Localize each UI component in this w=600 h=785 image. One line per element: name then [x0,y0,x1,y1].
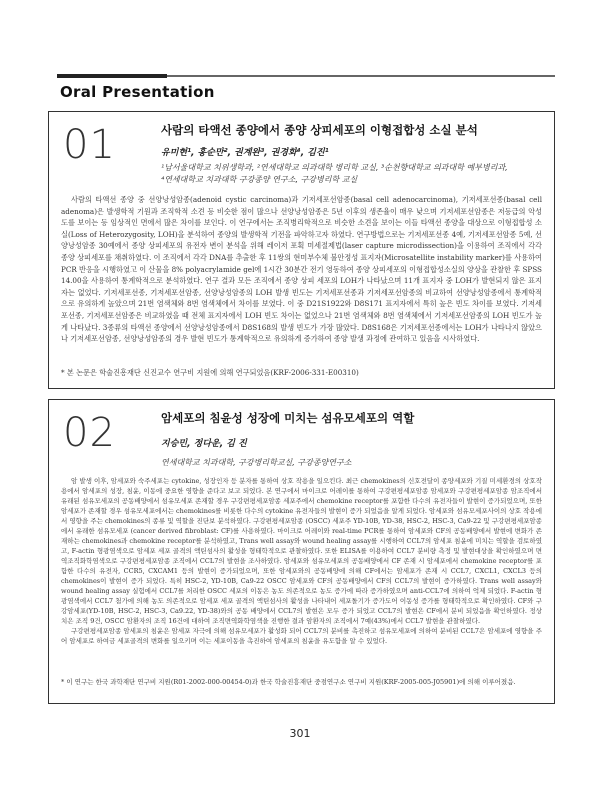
paper-title: 사람의 타액선 종양에서 종양 상피세포의 이형접합성 소실 분석 [161,123,478,137]
paper-footnote: * 이 연구는 한국 과학재단 연구비 지원(R01-2002-000-00454-0)과 한국 학술진흥재단 중점연구소 연구비 지원(KRF-2005-005-J05901)에 의해 이루어졌음. [61,678,516,686]
paper-abstract [61,476,542,646]
abstract-box-02 [48,399,555,704]
abstract-paragraph: 암 발생 이후, 암세포와 숙주세포는 cytokine, 성장인자 등 분자를 통하여 상호 작용을 일으킨다. 최근 chemokines의 신호전달이 종양세포와 기질 미세환경의 상호작용에서 암세포의 성장, 침윤, 이동에 중요한 영향을 준다고 보고 되었다. 본 연구에서 마이크로 어레이를 통하여 구강편평세포암종 암세포와 구강편평세포암종 암조직에서 유래된 섬유모세포의 공동배양에서 섬유모세포 존재할 경우 구강편평세포암종 세포주에서 chemokine receptor를 포함한 다수의 유전자들이 발현이 증가되었으며, 또한 암세포가 존재할 경우 섬유모세포에서는 chemokines를 비롯한 다수의 cytokine 유전자들의 발현이 증가 되었음을 알게 되었다. 암세포와 섬유모세포사이의 상호 작용에서 영향을 주는 chemokines의 종류 및 역할을 진단보 분석하였다. 구강편평세포암종 (OSCC) 세포주 YD-10B, YD-38, HSC-2, HSC-3, Ca9-22 및 구강편평세포암종에서 유래한 섬유모세포 (cancer derived fibroblast: CF)를 사용하였다. 마이크로 어레이와 real-time PCR를 통하여 암세포와 CF의 공동배양에서 발현에 변화가 존재하는 chemokines과 chemokine receptor를 분석하였고, Trans well assay와 wound healing assay를 시행하여 CCL7의 암세포 침윤에 미치는 역할을 검토하였고, F-actin 형광염색으로 암세포 세포 골격의 액틴섬사의 활성을 형태학적으로 관찰하였다. 또한 ELISA를 이용하여 CCL7 분비량 측정 및 발현대상을 확인하였으며 면역조직화학염색으로 구강편평세포암종 조직에서 CCL7의 발현을 조사하였다. 암세포와 섬유모세포의 공동배양에서 CF 존재 시 암세포에서 chemokine receptor를 포함한 다수의 유전자, CCR5, CXCAM1 등의 발현이 증가되었으며, 또한 암세포와의 공동배양에 의해 CF에서는 암세포가 존재 시 CCL7, CXCL1, CXCL3 등의 chemokines이 발현이 증가 되었다. 특히 HSC-2, YD-10B, Ca9-22 OSCC 암세포와 CF의 공동배양에서 CF의 CCL7의 발현이 증가하였다. Trans well assay와 wound healing assay 실험에서 CCL7를 처리한 OSCC 세포의 이동은 농도 의존적으로 농도 증가에 따라 증가하였으며 anti-CCL7에 의하여 억제 되었다. F-actin 형광염색에서 CCL7 첨가에 의해 농도 의존적으로 암세포 세포 골격의 액틴섬사의 활성을 나타내어 세포돌기가 증가도어 이동성 증가를 형태학적으로 확인하였다. CF와 구강암세포(YD-10B, HSC-2, HSC-3, Ca9.22, YD-38)와의 공동 배양에서 CCL7의 발현은 모두 증가 되었고 CCL7의 발현은 CF에서 분비 되었음을 확인하였다. 정상 치은 조직 9건, OSCC 암환자의 조직 16건에 대하여 조직면역화학염색을 진행한 결과 암환자의 조직에서 7예(43%)에서 CCL7 발현을 관찰하였다. [61,477,542,625]
paper-number: 02 [63,410,116,456]
abstract-paragraph: 사람의 타액선 종양 중 선양낭성암종(adenoid cystic carcinoma)과 기저세포선암종(basal cell adenocarcinoma), 기저세포선종(basal cell adenoma)은 발생학적 기원과 조직학적 소견 등 비슷한 점이 많으나 선양낭성암종은 5년 이후의 생존율이 매우 낮으며 기저세포선암종은 저등급의 악성도를 보이는 등 임상적인 면에서 많은 차이를 보인다. 이 연구에서는 조직병리학적으로 비슷한 소견을 보이는 이들 타액선 종양을 대상으로 이형접합성 소실(Loss of Heterozygosity, LOH)을 분석하여 종양의 발생학적 기전을 파악하고자 하였다. 연구방법으로는 기저세포선종 4예, 기저세포선암종 5예, 선양낭성암종 30예에서 종양 상피세포의 유전자 변이 분석을 위해 레이저 포획 미세절제법(laser capture microdissection)을 이용하여 조직에서 각각 종양 상피세포를 채취하였다. 이 조직에서 각각 DNA를 추출한 후 11쌍의 현미부수체 불안정성 표지자(Microsatellite instability marker)를 사용하여 PCR 반응을 시행하였고 이 산물을 8% polyacrylamide gel에 1시간 30분간 전기 영동하여 종양 상피세포의 이형접합성소실의 양상을 관찰한 후 SPSS 14.00을 사용하여 통계학적으로 분석하였다. 연구 결과 모든 조직에서 종양 상피 세포의 LOH가 나타났으며 11개 표지자 중 LOH가 발현되지 않은 표지자는 없었다. 기저세포선종, 기저세포선암종, 선양낭성암종의 LOH 발생 빈도는 기저세포선종과 기저세포선암종의 비교하여 선양낭성암종에서 통계학적으로 유의하게 높았으며 21번 염색체와 8번 염색체에서 차이를 보였다. 이 중 D21S1922와 D8S171 표지자에서 특히 높은 빈도 차이를 보였다. 기저세포선종, 기저세포선암종은 비교하였을 때 전체 표지자에서 LOH 빈도 차이는 없었으나 21번 염색체와 8번 염색체에서 기저세포선암종의 LOH 빈도가 높게 나타났다. 3종류의 타액선 종양에서 선양낭성암종에서 D8S168의 발생 빈도가 가장 많았다. D8S168은 기저세포선종에서는 LOH가 나타나지 않았으나 기저세포선암종, 선양낭성암종의 경우 발현 빈도가 통계학적으로 유의하게 증가하여 종양 발생 과정에 관여하고 있음을 시사하였다. [61,195,542,344]
paper-title: 암세포의 침윤성 성장에 미치는 섬유모세포의 역할 [161,411,415,425]
page-number: 301 [289,727,311,740]
paper-abstract [61,194,542,345]
abstract-box-01 [48,111,555,389]
section-header-bar [57,71,555,81]
section-label: Oral Presentation [60,83,215,101]
abstract-paragraph: 구강편평세포암종 암세포의 침윤은 암세포 자극에 의해 섬유모세포가 활성화 되어 CCL7의 분비를 촉진하고 섬유모세포에 의하여 분비된 CCL7은 암세포에 영향을 주어 암세포로 하여금 세포골격의 변화를 일으키며 이는 세포이동을 촉진하여 암세포의 침윤을 유도함을 알 수 있었다. [61,627,542,645]
paper-affiliation-line: ⁴연세대학교 치과대학 구강종양 연구소, 구강병리학 교실 [161,175,358,184]
paper-number: 01 [63,122,116,168]
header-rule-accent [57,74,167,78]
paper-footnote: * 본 논문은 학술진흥재단 신진교수 연구비 지원에 의해 연구되었음(KRF-2006-331-E00310) [61,368,359,377]
paper-affiliation-line: 연세대학교 치과대학, 구강병리학교실, 구강종양연구소 [161,458,352,467]
paper-authors: 지승민, 정다운, 김 진 [161,439,247,449]
paper-authors: 유미현¹, 홍순만², 권계완³, 권경화⁴, 김진¹ [161,148,329,158]
paper-affiliation-line: ¹남서울대학교 치위생학과, ²연세대학교 의과대학 병리학 교실, ³순천향대학교 의과대학 예부병리과, [161,163,508,172]
